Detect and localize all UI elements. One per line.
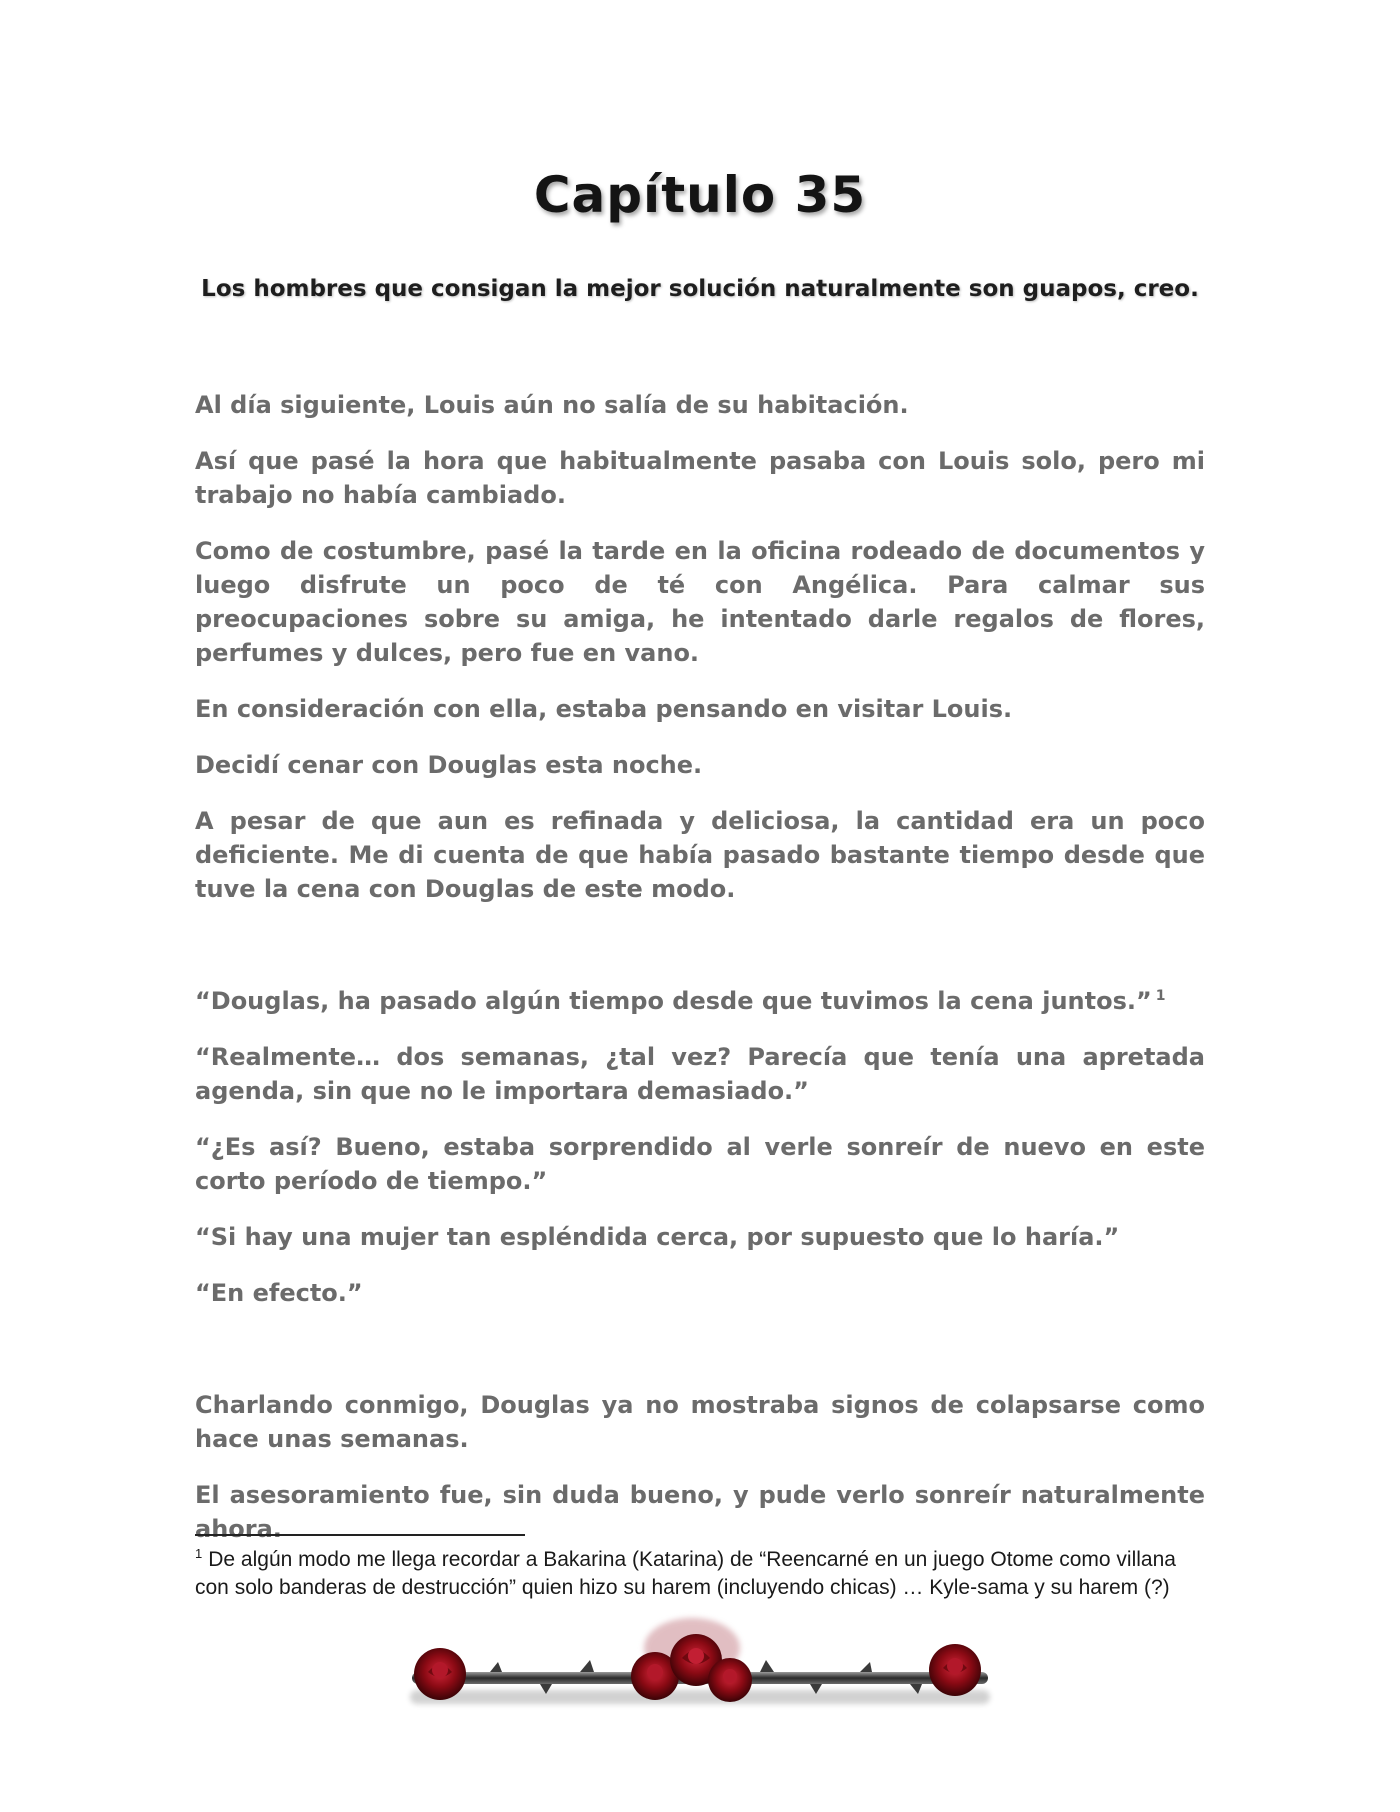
footnote	[195, 1546, 1205, 1602]
paragraph: El asesoramiento fue, sin duda bueno, y pude verlo sonreír naturalmente ahora.	[195, 1481, 1205, 1543]
paragraph: A pesar de que aun es refinada y deliciosa, la cantidad era un poco deficiente. Me di cuenta de que había pasado bastante tiempo desde que tuve la cena con Douglas de este modo.	[195, 807, 1205, 903]
dialogue-text: “Douglas, ha pasado algún tiempo desde que tuvimos la cena juntos.”	[195, 987, 1152, 1015]
footnote-number: 1	[195, 1546, 203, 1561]
paragraph: Como de costumbre, pasé la tarde en la oficina rodeado de documentos y luego disfrute un poco de té con Angélica. Para calmar sus preocupaciones sobre su amiga, he intentado darle regalos de flores, perfumes y dulces, pero fue en vano.	[195, 537, 1205, 667]
footnote-text: De algún modo me llega recordar a Bakarina (Katarina) de “Reencarné en un juego Otome como villana con solo banderas de destrucción” quien hizo su harem (incluyendo chicas) … Kyle-sama y su harem (?)	[195, 1548, 1176, 1599]
paragraph: Al día siguiente, Louis aún no salía de su habitación.	[195, 391, 909, 419]
rose-vine-ornament	[400, 1608, 1000, 1728]
dialogue-paragraph: “En efecto.”	[195, 1279, 363, 1307]
dialogue-paragraph: “Realmente… dos semanas, ¿tal vez? Parecía que tenía una apretada agenda, sin que no le importara demasiado.”	[195, 1043, 1205, 1105]
paragraph: Decidí cenar con Douglas esta noche.	[195, 751, 703, 779]
paragraph: Así que pasé la hora que habitualmente pasaba con Louis solo, pero mi trabajo no había cambiado.	[195, 447, 1205, 509]
paragraph: Charlando conmigo, Douglas ya no mostraba signos de colapsarse como hace unas semanas.	[195, 1391, 1205, 1453]
dialogue-paragraph: “Si hay una mujer tan espléndida cerca, por supuesto que lo haría.”	[195, 1223, 1120, 1251]
rose-right	[929, 1644, 981, 1696]
footnote-reference[interactable]: 1	[1155, 988, 1166, 1004]
chapter-subtitle: Los hombres que consigan la mejor solución naturalmente son guapos, creo.	[201, 276, 1199, 302]
footnote-separator	[195, 1534, 525, 1536]
chapter-body	[195, 388, 1205, 1568]
dialogue-paragraph	[195, 984, 1205, 1018]
dialogue-paragraph: “¿Es así? Bueno, estaba sorprendido al verle sonreír de nuevo en este corto período de tiempo.”	[195, 1133, 1205, 1195]
rose-center-right	[708, 1658, 752, 1702]
rose-left	[414, 1648, 466, 1700]
paragraph: En consideración con ella, estaba pensando en visitar Louis.	[195, 695, 1013, 723]
chapter-title: Capítulo 35	[533, 166, 867, 224]
vine-shadow	[410, 1690, 990, 1704]
